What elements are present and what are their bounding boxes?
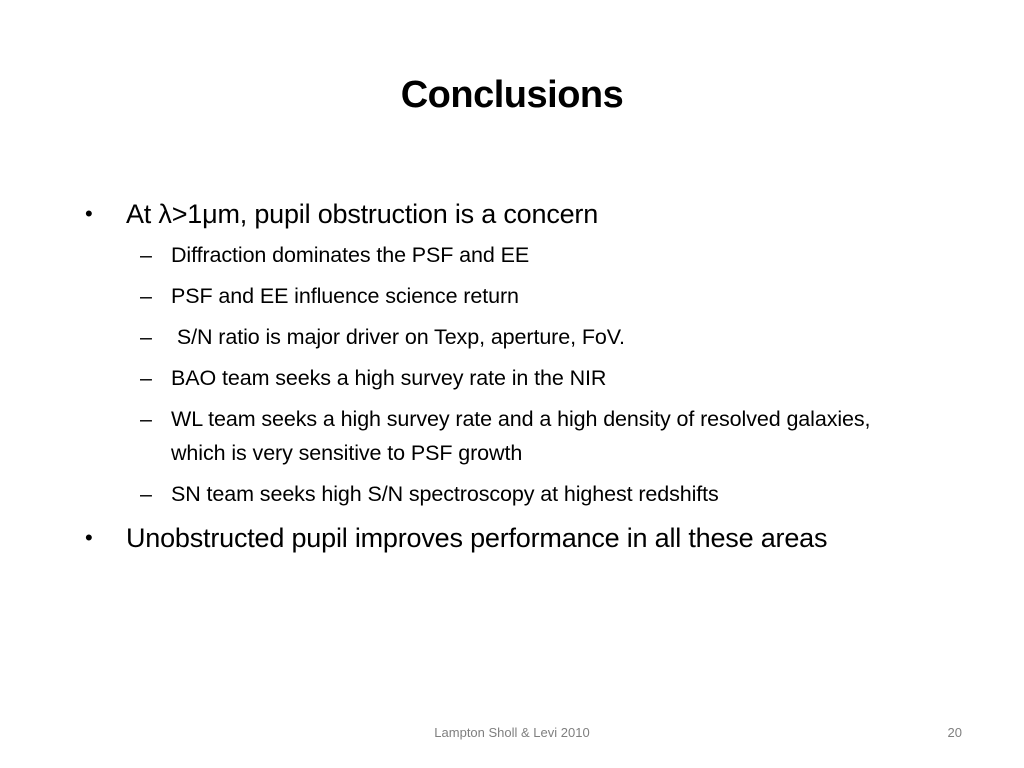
dash-marker: – (140, 284, 152, 308)
bullet-text: Unobstructed pupil improves performance in all these areas (126, 523, 828, 553)
sub-item (85, 238, 985, 272)
dash-marker: – (140, 366, 152, 390)
sub-item (85, 477, 985, 511)
footer-attribution: Lampton Sholl & Levi 2010 (434, 725, 590, 740)
bullet-marker: • (85, 525, 93, 550)
page-number: 20 (947, 725, 962, 740)
sub-item (85, 279, 985, 313)
dash-marker: – (140, 325, 152, 349)
bullet-marker: • (85, 201, 93, 226)
sub-item-text: PSF and EE influence science return (171, 284, 519, 308)
slide-content (85, 194, 985, 558)
bullet-text: At λ>1μm, pupil obstruction is a concern (126, 199, 599, 229)
sub-item-text: SN team seeks high S/N spectroscopy at highest redshifts (171, 482, 719, 506)
sub-item (85, 402, 985, 470)
sub-list (85, 238, 985, 511)
dash-marker: – (140, 482, 152, 506)
sub-item (85, 361, 985, 395)
dash-marker: – (140, 407, 152, 431)
sub-item-text: WL team seeks a high survey rate and a high density of resolved galaxies, which is very sensitive to PSF growth (171, 407, 871, 465)
bullet-item (85, 518, 985, 558)
sub-item-text: BAO team seeks a high survey rate in the NIR (171, 366, 607, 390)
slide-title: Conclusions (400, 74, 624, 116)
sub-item (85, 320, 985, 354)
bullet-item (85, 194, 985, 234)
sub-item-text: Diffraction dominates the PSF and EE (171, 243, 530, 267)
sub-item-text: S/N ratio is major driver on Texp, aperture, FoV. (171, 325, 625, 349)
dash-marker: – (140, 243, 152, 267)
